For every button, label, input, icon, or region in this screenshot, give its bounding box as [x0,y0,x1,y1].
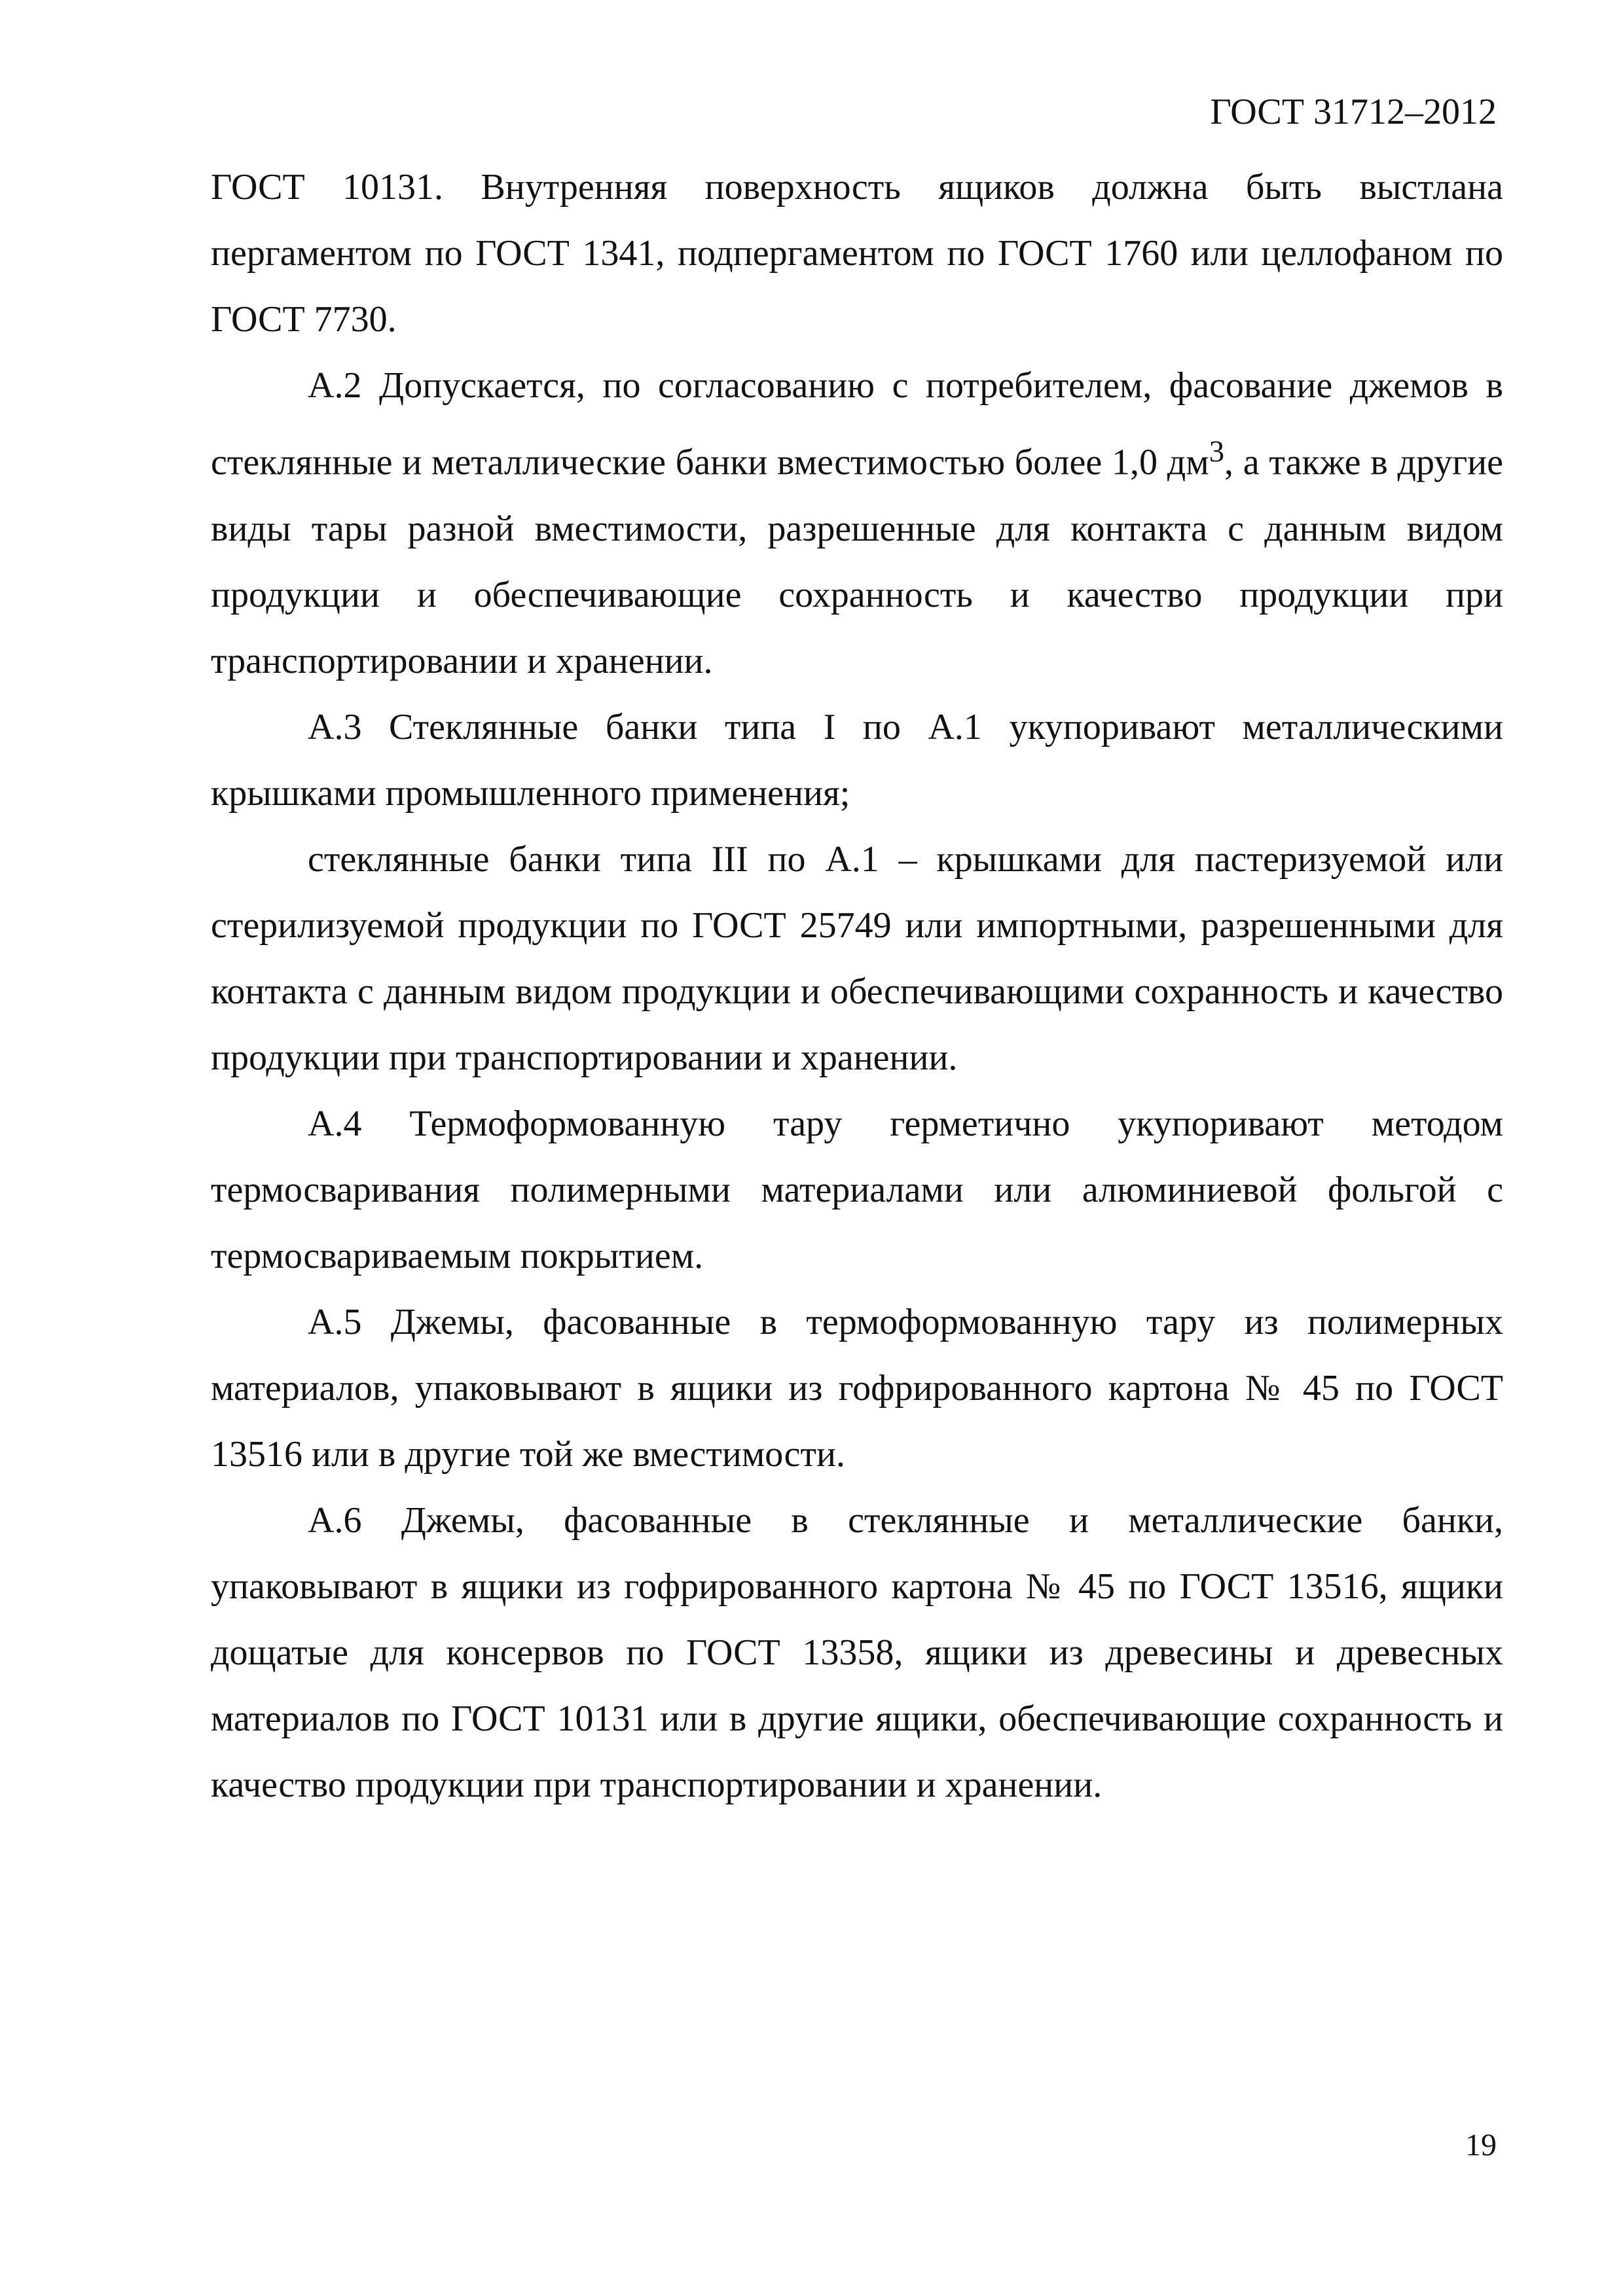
document-header: ГОСТ 31712–2012 [1210,92,1497,132]
superscript-exponent: 3 [1209,435,1225,469]
paragraph-continuation: ГОСТ 10131. Внутренняя поверхность ящиков должна быть выстлана пергаментом по ГОСТ 1341, подпергаментом по ГОСТ 1760 или целлофаном по ГОСТ 7730. [211,167,1503,340]
paragraph-a2-text-start: А.2 Допускается, по согласованию с потребителем, фасование джемов в стеклянные и металлические банки вместимостью более 1,0 дм [211,365,1503,483]
paragraph-a6: А.6 Джемы, фасованные в стеклянные и металлические банки, упаковывают в ящики из гофрированного картона № 45 по ГОСТ 13516, ящики дощатые для консервов по ГОСТ 13358, ящики из древесины и древесных материалов по ГОСТ 10131 или в другие ящики, обеспечивающие сохранность и качество продукции при транспортировании и хранении. [211,1499,1503,1805]
page-number: 19 [1465,2128,1497,2162]
paragraph-a2-text-end: , а также в другие виды тары разной вместимости, разрешенные для контакта с данным видом продукции и обеспечивающие сохранность и качество продукции при транспортировании и хранении. [211,442,1503,681]
paragraph-a5: А.5 Джемы, фасованные в термоформованную тару из полимерных материалов, упаковывают в ящики из гофрированного картона № 45 по ГОСТ 13516 или в другие той же вместимости. [211,1301,1503,1475]
paragraph-a3-cont: стеклянные банки типа III по А.1 – крышками для пастеризуемой или стерилизуемой продукции по ГОСТ 25749 или импортными, разрешенными для контакта с данным видом продукции и обеспечивающими сохранность и качество продукции при транспортировании и хранении. [211,838,1503,1078]
paragraph-a4: А.4 Термоформованную тару герметично укупоривают методом термосваривания полимерными материалами или алюминиевой фольгой с термосвариваемым покрытием. [211,1103,1503,1276]
document-body [211,154,1503,1818]
paragraph-a3: А.3 Стеклянные банки типа I по А.1 укупоривают металлическими крышками промышленного применения; [211,706,1503,814]
paragraph-a2 [211,353,1503,694]
